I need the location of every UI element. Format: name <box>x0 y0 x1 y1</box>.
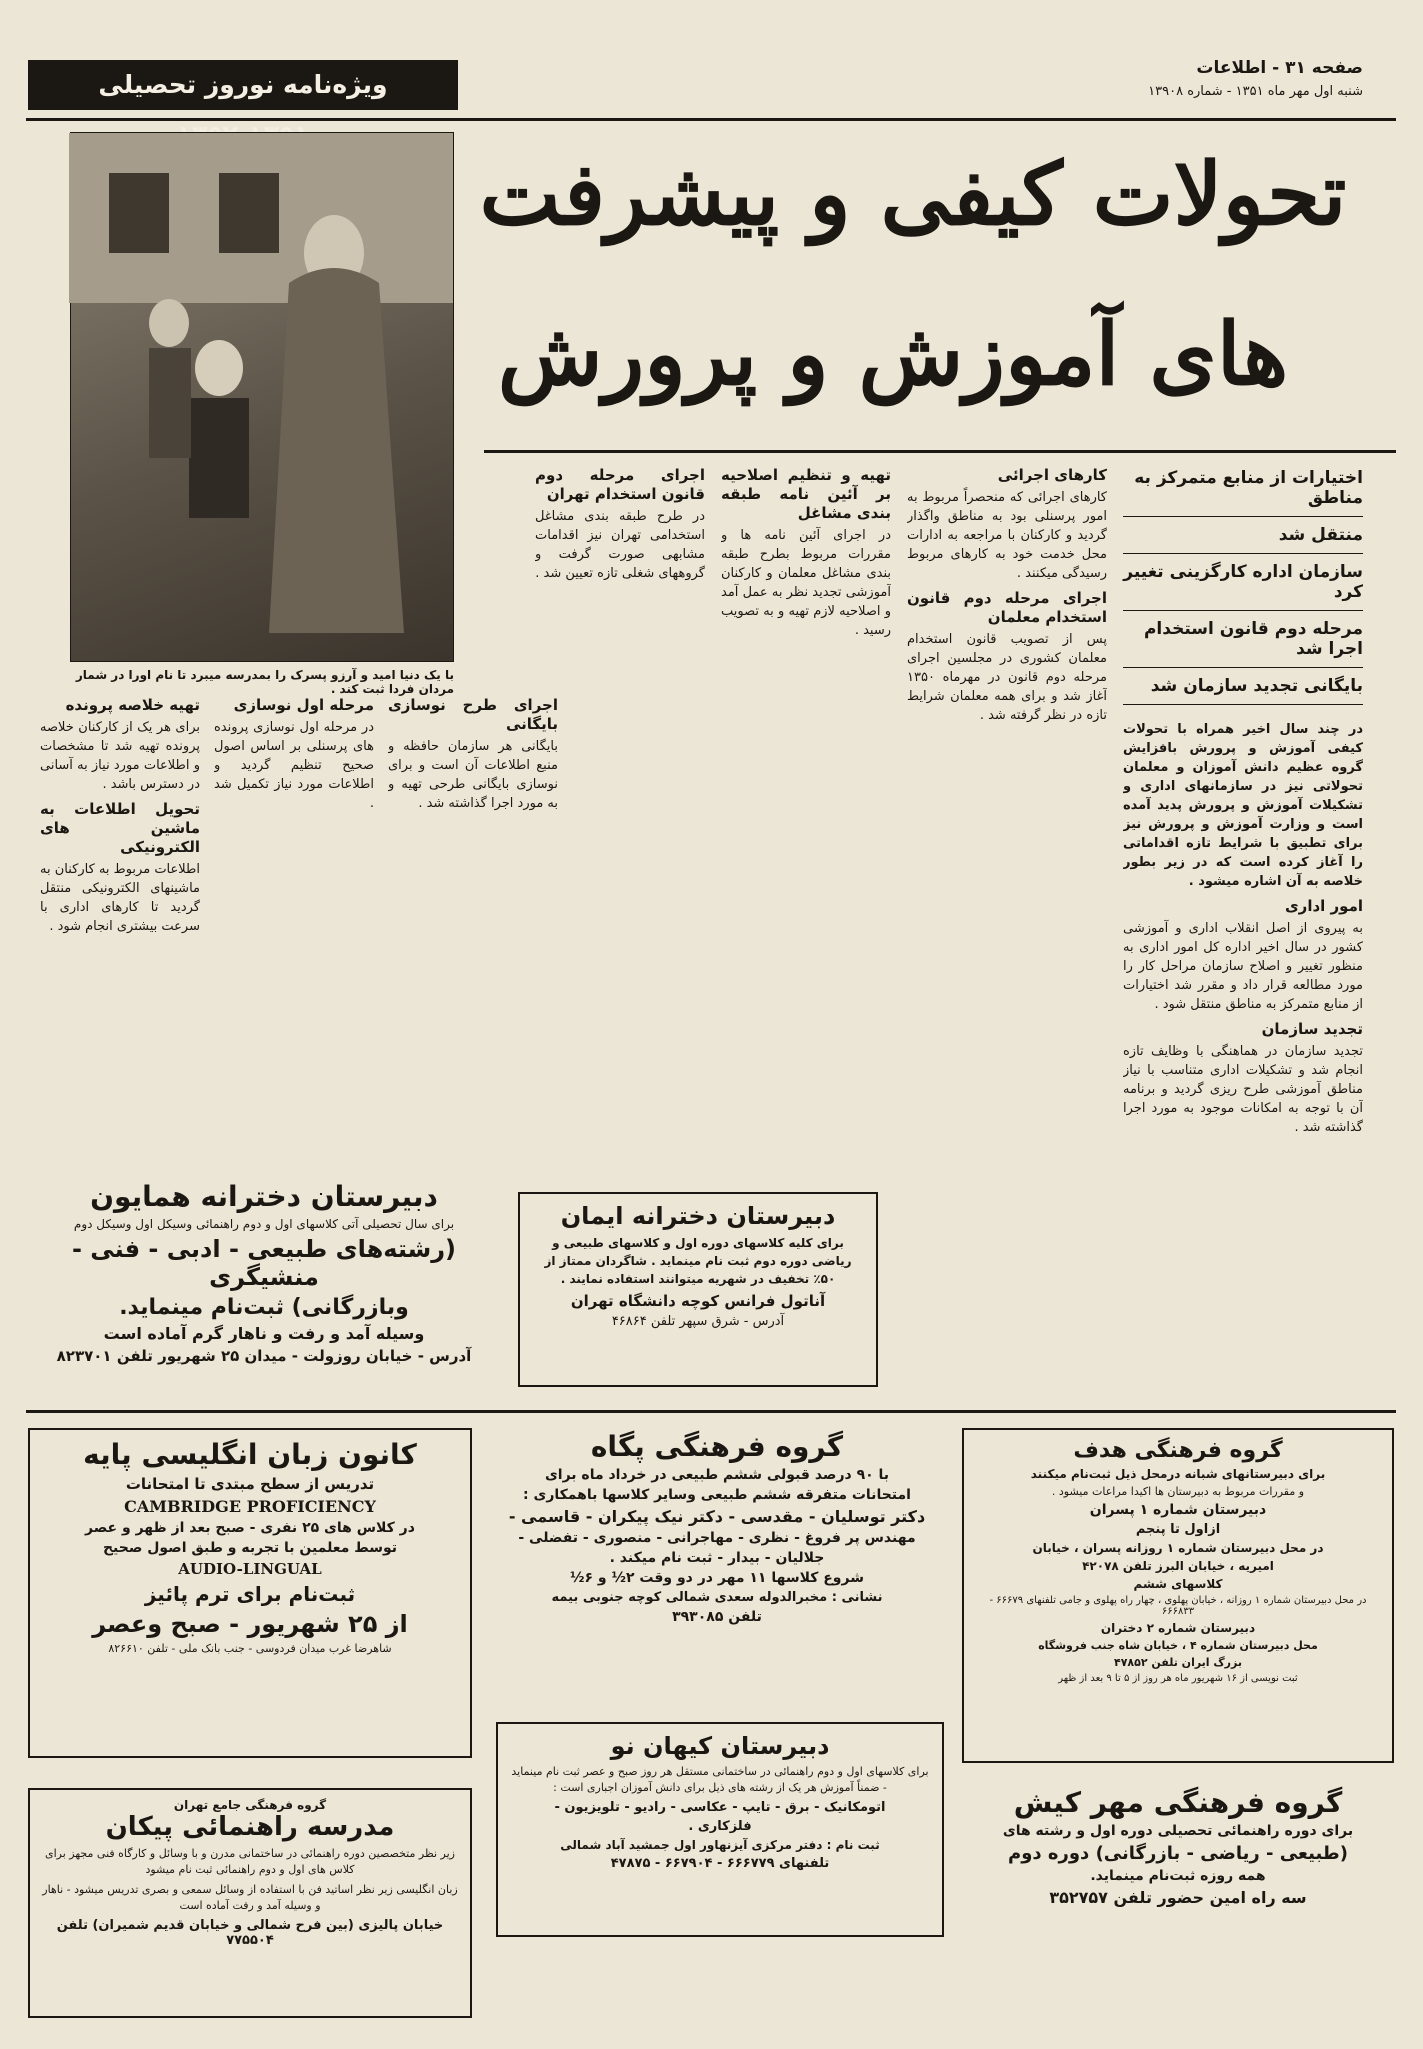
hadaf-line-1: برای دبیرستانهای شبانه درمحل ذیل ثبت‌نام میکنند <box>1030 1467 1326 1481</box>
mehr-line-1: برای دوره راهنمائی تحصیلی دوره اول و رشته های <box>1002 1823 1354 1839</box>
article-col-7 <box>40 690 200 1160</box>
homayoun-line-2: (رشته‌های طبیعی - ادبی - فنی - منشیگری <box>71 1235 457 1291</box>
hadaf-line-5: در محل دبیرستان شماره ۱ روزانه پسران ، خیابان <box>1032 1541 1324 1555</box>
plan-text: بایگانی هر سازمان حافظه و منبع اطلاعات آن است و برای نوسازی بایگانی طرحی تهیه و به مورد اجرا گذاشته شد . <box>388 739 558 811</box>
article-intro: در چند سال اخیر همراه با تحولات کیفی آموزش و پرورش بافزایش گروه عظیم دانش آموزان و معلمان تحولاتی نیز در سازمانهای اداری و تشکیلات آموزش و پرورش پدید آمده است و وزارت آموزش و پرورش نیز برای تطبیق با شرایط تازه اقداماتی را آغاز کرده است که در زیر بطور خلاصه به آن اشاره میشود . <box>1123 722 1363 889</box>
paye-title: کانون زبان انگلیسی پایه <box>83 1438 417 1471</box>
ad-paye <box>28 1428 472 1758</box>
mehr-title: گروه فرهنگی مهر کیش <box>1013 1786 1343 1819</box>
article-col-6 <box>214 690 374 1160</box>
special-issue-banner: ویژه‌نامه نوروز تحصیلی <box>28 60 458 110</box>
ad-peykan <box>28 1788 472 2018</box>
sub-transfer: تحویل اطلاعات به ماشین های الکترونیکی <box>40 800 200 856</box>
headline-rule <box>484 450 1396 453</box>
hadaf-line-3: دبیرستان شماره ۱ پسران <box>1089 1502 1267 1518</box>
mehr-line-2: (طبیعی - ریاضی - بازرگانی) دوره دوم <box>1008 1843 1348 1864</box>
keyhan-line-4: ثبت نام : دفتر مرکزی آیزنهاور اول جمشید آباد شمالی <box>560 1838 880 1852</box>
paye-line-4: توسط معلمین با تجربه و طبق اصول صحیح <box>102 1540 398 1556</box>
keyhan-line-5: تلفنهای ۶۶۶۷۷۹ - ۶۶۷۹۰۴ - ۴۷۸۷۵ <box>610 1856 830 1871</box>
pegah-line-7: نشانی : مخبرالدوله سعدی شمالی کوچه جنوبی بیمه <box>551 1590 883 1605</box>
admin-text: به پیروی از اصل انقلاب اداری و آموزشی کشور در سال اخیر اداره کل امور اداری به منظور تغییر و اصلاح سازمان مراحل کار را مورد مطالعه قرار داد و مقرر شد اختیارات از منابع متمرکز به مناطق منتقل شود . <box>1123 921 1363 1012</box>
hadaf-line-8: در محل دبیرستان شماره ۱ روزانه ، خیابان پهلوی ، چهار راه پهلوی و جامی تلفنهای ۶۶۶۷۹ - ۶۶۶۸۳۳ <box>989 1595 1367 1617</box>
keyhan-line-1: برای کلاسهای اول و دوم راهنمائی در ساختمانی مستقل هر روز صبح و عصر ثبت نام مینماید - ضمناً آموزش هر یک از رشته های ذیل برای دانش آموزان اجباری است : <box>511 1765 929 1794</box>
tehran-text: در طرح طبقه بندی مشاغل استخدامی تهران نیز اقدامات مشابهی صورت گرفت و گروههای شغلی تازه تعیین شد . <box>535 509 705 581</box>
pegah-line-5: جلالیان - بیدار - ثبت نام میکند . <box>609 1550 825 1566</box>
homayoun-line-5: آدرس - خیابان روزولت - میدان ۲۵ شهریور تلفن ۸۲۳۷۰۱ <box>56 1347 472 1365</box>
paye-line-3: در کلاس های ۲۵ نفری - صبح بعد از ظهر و عصر <box>85 1520 415 1536</box>
exec-text: کارهای اجرائی که منحصراً مربوط به امور پرسنلی بود به مناطق واگذار گردید و کارکنان با مراجعه به ادارات محل خدمت خود به کارهای مربوط رسیدگی میکنند . <box>907 490 1107 581</box>
homayoun-line-1: برای سال تحصیلی آتی کلاسهای اول و دوم راهنمائی وسیکل اول وسیکل دوم <box>73 1217 455 1231</box>
peykan-line-2: زبان انگلیسی زیر نظر اساتید فن با استفاده از وسائل سمعی و بصری تدریس میشود - ناهار و وسیله آمد و رفت آماده است <box>42 1883 458 1912</box>
sub-org: تجدید سازمان <box>1261 1020 1363 1038</box>
pegah-line-8: تلفن ۳۹۳۰۸۵ <box>672 1609 762 1625</box>
page-label: صفحه ۳۱ - اطلاعات <box>1196 58 1363 78</box>
sub-law: اجرای مرحله دوم قانون استخدام معلمان <box>907 589 1107 626</box>
law-text: پس از تصویب قانون استخدام معلمان کشوری در مجلسین اجرای مرحله دوم قانون در مهرماه ۱۳۵۰ آغاز شد و برای همه معلمان شرایط تازه در نظر گرفته شد . <box>907 632 1107 723</box>
pegah-line-1: با ۹۰ درصد قبولی ششم طبیعی در خرداد ماه برای <box>544 1467 890 1483</box>
photo <box>70 132 454 662</box>
peykan-line-1: زیر نظر متخصصین دوره راهنمائی در ساختمانی مدرن و با وسائل و کارگاه فنی مجهز برای کلاس های اول و دوم راهنمائی ثبت نام میشود <box>45 1847 455 1876</box>
article-col-2 <box>907 460 1107 1320</box>
homayoun-line-3: وبازرگانی) ثبت‌نام مینماید. <box>119 1295 409 1320</box>
homayoun-line-4: وسیله آمد و رفت و ناهار گرم آماده است <box>103 1324 425 1343</box>
hadaf-title: گروه فرهنگی هدف <box>1073 1438 1283 1463</box>
hadaf-line-6: امیریه ، خیابان البرز تلفن ۴۲۰۷۸ <box>1082 1559 1274 1573</box>
iman-title: دبیرستان دخترانه ایمان <box>560 1202 836 1230</box>
photo-figures <box>69 133 453 663</box>
hadaf-line-11: بزرگ ایران تلفن ۴۷۸۵۲ <box>1114 1656 1242 1669</box>
paye-line-7: از ۲۵ شهریور - صبح وعصر <box>92 1610 408 1638</box>
summary-text: برای هر یک از کارکنان خلاصه پرونده تهیه شد تا مشخصات و اطلاعات مورد نیاز به آسانی در دسترس باشد . <box>40 720 200 792</box>
keyhan-title: دبیرستان کیهان نو <box>610 1732 830 1760</box>
hadaf-line-7: کلاسهای ششم <box>1133 1577 1223 1591</box>
keyhan-line-2: اتومکانیک - برق - تایپ - عکاسی - رادیو - تلویزیون - <box>554 1800 886 1815</box>
ad-mehr-kish <box>962 1778 1394 2018</box>
summary-point-2: منتقل شد <box>1123 517 1363 554</box>
phase1-text: در مرحله اول نوسازی پرونده های پرسنلی بر اساس اصول صحیح تنظیم گردید و اطلاعات مورد نیاز تکمیل شد . <box>214 720 374 811</box>
hadaf-line-12: ثبت نویسی از ۱۶ شهریور ماه هر روز از ۵ تا ۹ بعد از ظهر <box>1058 1673 1298 1684</box>
homayoun-title: دبیرستان دخترانه همایون <box>90 1180 438 1213</box>
peykan-line-3: خیابان پالیزی (بین فرح شمالی و خیابان قدیم شمیران) تلفن ۷۷۵۵۰۴ <box>56 1918 444 1948</box>
ad-hadaf <box>962 1428 1394 1763</box>
ads-top-rule <box>26 1410 1396 1413</box>
summary-point-5: بایگانی تجدید سازمان شد <box>1123 668 1363 705</box>
article-col-1 <box>1123 720 1363 1320</box>
header-rule <box>26 118 1396 121</box>
sub-plan: اجرای طرح نوسازی بایگانی <box>388 696 558 733</box>
peykan-title: مدرسه راهنمائی پیکان <box>105 1812 395 1842</box>
summary-points <box>1123 460 1363 705</box>
iman-line-3: آدرس - شرق سپهر تلفن ۴۶۸۶۴ <box>611 1314 785 1329</box>
pegah-line-3: دکتر توسلیان - مقدسی - دکتر نیک پیکران - قاسمی - <box>508 1507 926 1526</box>
article-col-5 <box>388 690 558 1160</box>
keyhan-line-3: فلزکاری . <box>688 1819 752 1834</box>
ad-homayoun <box>24 1172 504 1402</box>
mehr-line-3: همه روزه ثبت‌نام مینماید. <box>1090 1868 1266 1884</box>
summary-point-3: سازمان اداره کارگزینی تغییر کرد <box>1123 554 1363 611</box>
hadaf-line-2: و مقررات مربوط به دبیرستان ها اکیدا مراعات میشود . <box>1051 1485 1305 1498</box>
pegah-line-2: امتحانات متفرقه ششم طبیعی وسایر کلاسها باهمکاری : <box>523 1487 911 1503</box>
article-col-3 <box>721 460 891 1160</box>
hadaf-line-10: محل دبیرستان شماره ۴ ، خیابان شاه جنب فروشگاه <box>1038 1639 1318 1652</box>
org-text: تجدید سازمان در هماهنگی با وظایف تازه انجام شد و تشکیلات اداری متناسب با نیاز مناطق آموزشی طرح ریزی گردید و برنامه آن با توجه به امکانات موجود به مورد اجرا گذاشته شد . <box>1123 1044 1363 1135</box>
headline-line-1: تحولات کیفی و پیشرفت <box>479 144 1347 245</box>
paye-line-5: AUDIO-LINGUAL <box>178 1560 322 1578</box>
pegah-line-4: مهندس پر فروغ - نظری - مهاجرانی - منصوری - تفضلی - <box>518 1530 916 1546</box>
sub-admin: امور اداری <box>1284 897 1363 915</box>
paye-line-2: CAMBRIDGE PROFICIENCY <box>124 1497 376 1516</box>
iman-line-1: برای کلیه کلاسهای دوره اول و کلاسهای طبیعی و ریاضی دوره دوم ثبت نام مینماید . شاگردان ممتاز از ۵۰٪ تخفیف در شهریه میتوانند استفاده نمایند . <box>544 1236 852 1286</box>
hadaf-line-4: ازاول تا پنجم <box>1135 1522 1221 1537</box>
transfer-text: اطلاعات مربوط به کارکنان به ماشینهای الکترونیکی منتقل گردید تا کارهای اداری با سرعت بیشتری انجام شود . <box>40 862 200 934</box>
paye-line-1: تدریس از سطح مبتدی تا امتحانات <box>125 1475 375 1493</box>
issue-date: شنبه اول مهر ماه ۱۳۵۱ - شماره ۱۳۹۰۸ <box>1148 84 1363 99</box>
paye-line-6: ثبت‌نام برای ترم پائیز <box>144 1582 356 1606</box>
headline-line-2: های آموزش و پرورش <box>497 304 1289 405</box>
paye-line-8: شاهرضا غرب میدان فردوسی - جنب بانک ملی - تلفن ۸۲۶۶۱۰ <box>108 1642 392 1655</box>
summary-point-4: مرحله دوم قانون استخدام اجرا شد <box>1123 611 1363 668</box>
summary-point-1: اختیارات از منابع متمرکز به مناطق <box>1123 460 1363 517</box>
sub-reform: تهیه و تنظیم اصلاحیه بر آئین نامه طبقه بندی مشاغل <box>721 466 891 522</box>
ad-pegah <box>488 1422 946 1707</box>
ad-iman <box>518 1192 878 1387</box>
sub-tehran: اجرای مرحله دوم قانون استخدام تهران <box>535 466 705 503</box>
sub-exec: کارهای اجرائی <box>997 466 1107 484</box>
pegah-title: گروه فرهنگی پگاه <box>590 1430 844 1463</box>
peykan-top: گروه فرهنگی جامع تهران <box>173 1798 327 1812</box>
iman-line-2: آناتول فرانس کوچه دانشگاه تهران <box>570 1292 826 1310</box>
article-col-4 <box>535 460 705 1160</box>
pegah-line-6: شروع کلاسها ۱۱ مهر در دو وقت ۲½ و ۶½ <box>570 1570 864 1586</box>
ad-keyhan <box>496 1722 944 1937</box>
hadaf-line-9: دبیرستان شماره ۲ دختران <box>1100 1621 1256 1635</box>
sub-summary: تهیه خلاصه پرونده <box>65 696 200 714</box>
reform-text: در اجرای آئین نامه ها و مقررات مربوط بطرح طبقه بندی مشاغل معلمان و کارکنان آموزشی تجدید نظر به عمل آمد و اصلاحیه لازم تهیه و به تصویب رسید . <box>721 528 891 638</box>
sub-phase1: مرحله اول نوسازی <box>233 696 374 714</box>
photo-caption: با یک دنیا امید و آرزو پسرک را بمدرسه میبرد تا نام اورا در شمار مردان فردا ثبت کند . <box>75 668 454 696</box>
mehr-line-4: سه راه امین حضور تلفن ۳۵۲۷۵۷ <box>1049 1888 1307 1907</box>
